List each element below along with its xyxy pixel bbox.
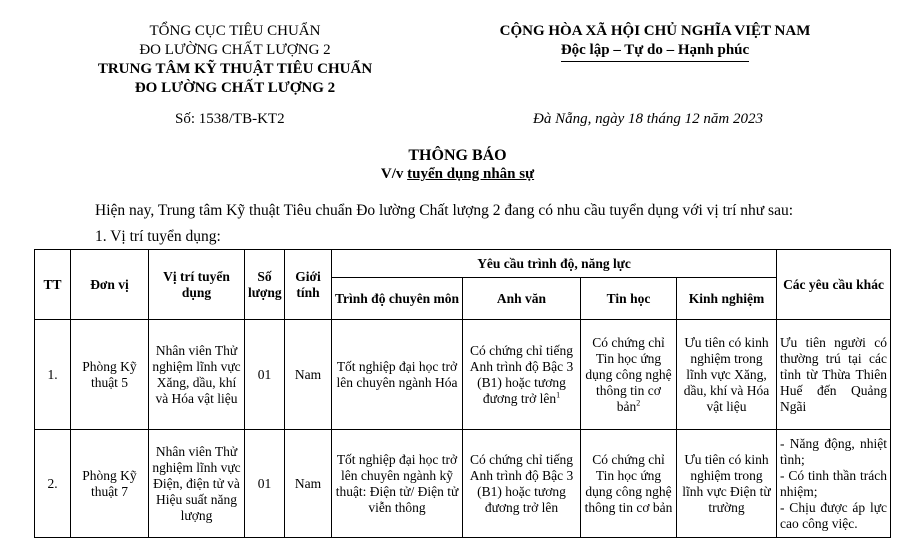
row-english-text: Có chứng chỉ tiếng Anh trình độ Bậc 3 (B1) hoặc tương đương trở lên xyxy=(469,451,574,515)
row-english-text: Có chứng chỉ tiếng Anh trình độ Bậc 3 (B1) hoặc tương đương trở lên xyxy=(469,342,574,406)
subtitle-text: tuyển dụng nhân sự xyxy=(407,166,535,182)
national-header xyxy=(470,22,840,62)
table-row xyxy=(35,430,891,538)
intro-paragraph: Hiện nay, Trung tâm Kỹ thuật Tiêu chuẩn Đo lường Chất lượng 2 đang có nhu cầu tuyển dụng với vị trí như sau: xyxy=(95,202,794,219)
header-quantity: Số lượng xyxy=(245,250,285,320)
row-other-line: - Chịu được áp lực cao công việc. xyxy=(780,499,887,531)
row-major: Tốt nghiệp đại học trở lên chuyên ngành Hóa xyxy=(332,320,463,430)
row-experience: Ưu tiên có kinh nghiệm trong lĩnh vực Xăng, dầu, khí và Hóa vật liệu xyxy=(677,320,777,430)
header-requirements: Yêu cầu trình độ, năng lực xyxy=(332,250,777,278)
row-experience: Ưu tiên có kinh nghiệm trong lĩnh vực Điện từ trường xyxy=(677,430,777,538)
document-number: Số: 1538/TB-KT2 xyxy=(175,111,285,127)
header-gender: Giới tính xyxy=(285,250,332,320)
issuer-line-1: TỔNG CỤC TIÊU CHUẨN xyxy=(149,23,321,39)
row-english xyxy=(463,320,581,430)
row-tt: 2. xyxy=(35,430,71,538)
row-quantity: 01 xyxy=(245,320,285,430)
row-other xyxy=(777,320,891,430)
section-heading: 1. Vị trí tuyển dụng: xyxy=(95,228,221,245)
issuer-line-2: ĐO LƯỜNG CHẤT LƯỢNG 2 xyxy=(139,42,331,58)
issuer-line-4: ĐO LƯỜNG CHẤT LƯỢNG 2 xyxy=(134,80,336,96)
country-name: CỘNG HÒA XÃ HỘI CHỦ NGHĨA VIỆT NAM xyxy=(499,23,811,39)
row-it-text: Có chứng chỉ Tin học ứng dụng công nghệ thông tin cơ bản xyxy=(585,334,672,414)
row-other-line: - Có tinh thần trách nhiệm; xyxy=(780,467,887,499)
header-english: Anh văn xyxy=(463,278,581,320)
header-major: Trình độ chuyên môn xyxy=(332,278,463,320)
national-motto: Độc lập – Tự do – Hạnh phúc xyxy=(561,41,749,62)
header-other: Các yêu cầu khác xyxy=(777,250,891,320)
issuer-line-3: TRUNG TÂM KỸ THUẬT TIÊU CHUẨN xyxy=(97,61,373,77)
row-gender: Nam xyxy=(285,430,332,538)
table-row xyxy=(35,320,891,430)
row-major: Tốt nghiệp đại học trở lên chuyên ngành kỹ thuật: Điện tử/ Điện tử viễn thông xyxy=(332,430,463,538)
document-subtitle xyxy=(0,166,915,183)
row-it-text: Có chứng chỉ Tin học ứng dụng công nghệ thông tin cơ bản xyxy=(584,451,673,515)
header-it: Tin học xyxy=(581,278,677,320)
row-position: Nhân viên Thử nghiệm lĩnh vực Xăng, dầu, khí và Hóa vật liệu xyxy=(149,320,245,430)
header-position: Vị trí tuyển dụng xyxy=(149,250,245,320)
issuer-block xyxy=(60,22,410,98)
row-unit: Phòng Kỹ thuật 5 xyxy=(71,320,149,430)
subtitle-prefix: V/v xyxy=(380,166,404,182)
row-quantity: 01 xyxy=(245,430,285,538)
document-title: THÔNG BÁO xyxy=(408,147,507,164)
document-date: Đà Nẵng, ngày 18 tháng 12 năm 2023 xyxy=(533,111,763,127)
row-other-line: - Năng động, nhiệt tình; xyxy=(780,435,887,467)
row-other xyxy=(777,430,891,538)
row-tt: 1. xyxy=(35,320,71,430)
recruitment-table xyxy=(34,249,891,538)
row-english xyxy=(463,430,581,538)
header-unit: Đơn vị xyxy=(71,250,149,320)
header-tt: TT xyxy=(35,250,71,320)
row-it xyxy=(581,320,677,430)
row-unit: Phòng Kỹ thuật 7 xyxy=(71,430,149,538)
footnote-2: 2 xyxy=(636,398,641,407)
row-gender: Nam xyxy=(285,320,332,430)
row-it xyxy=(581,430,677,538)
row-other-line: Ưu tiên người có thường trú tại các tỉnh từ Thừa Thiên Huế đến Quảng Ngãi xyxy=(780,334,887,414)
row-position: Nhân viên Thử nghiệm lĩnh vực Điện, điện tử và Hiệu suất năng lượng xyxy=(149,430,245,538)
footnote-1: 1 xyxy=(556,390,561,399)
header-experience: Kinh nghiệm xyxy=(677,278,777,320)
